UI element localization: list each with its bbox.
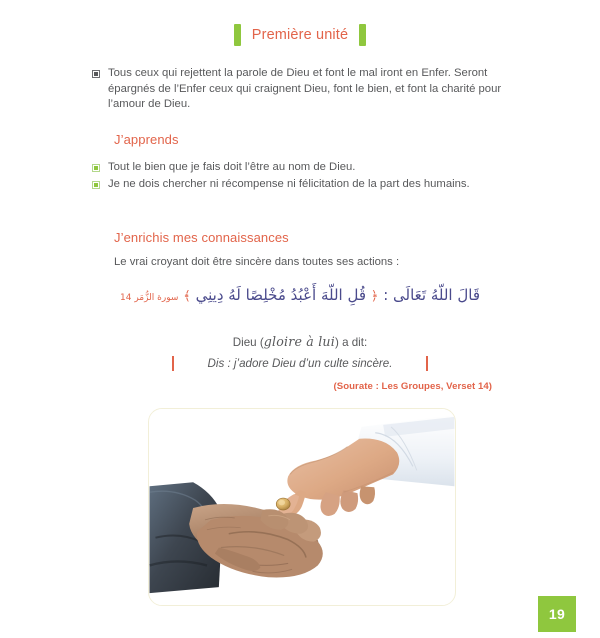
ornament-open-icon: ﴿ <box>370 289 379 304</box>
jenrichis-intro-text: Le vrai croyant doit être sincère dans toutes ses actions : <box>114 256 400 268</box>
arabic-source-reference: سورة الزُّمَر 14 <box>120 293 179 303</box>
green-square-bullet-icon <box>92 164 100 172</box>
quote-right-bar-icon <box>426 356 428 371</box>
source-reference: (Sourate : Les Groupes, Verset 14) <box>333 381 492 392</box>
charity-photo-frame <box>148 408 456 606</box>
intro-bullet-list <box>92 66 512 114</box>
page-number-badge: 19 <box>538 596 576 632</box>
section-heading-japprends: J’apprends <box>114 132 179 147</box>
charity-hand-giving-coin-photo <box>149 409 455 605</box>
arabic-verse-text: قُلِ اللّهَ أَعْبُدُ مُخْلِصًا لَهُ دِينِي <box>195 286 366 304</box>
intro-bullet-text: Tous ceux qui rejettent la parole de Dieu et font le mal iront en Enfer. Seront épargnés de l’Enfer ceux qui craignent Dieu, font le bien, et font la charité pour l’amour de Dieu. <box>108 67 502 111</box>
said-suffix: ) a dit: <box>334 336 368 349</box>
japprends-bullet-text-2: Je ne dois chercher ni récompense ni félicitation de la part des humains. <box>108 177 470 190</box>
title-right-green-bar-icon <box>359 24 366 46</box>
said-prefix: Dieu ( <box>232 336 264 349</box>
japprends-bullet-text-1: Tout le bien que je fais doit l’être au nom de Dieu. <box>108 161 356 173</box>
unit-title-bar <box>0 24 600 46</box>
ornament-close-icon: ﴾ <box>183 289 191 304</box>
translation-attribution <box>0 334 600 349</box>
title-left-green-bar-icon <box>234 24 241 46</box>
dark-square-bullet-icon <box>92 70 100 78</box>
list-item <box>92 66 512 113</box>
arabic-verse-line <box>0 281 600 312</box>
page-title: Première unité <box>251 27 349 43</box>
translation-quote-text: Dis : j’adore Dieu d’un culte sincère. <box>207 357 393 370</box>
list-item <box>92 177 512 193</box>
green-square-bullet-icon <box>92 181 100 189</box>
japprends-bullet-list <box>92 160 512 193</box>
said-script-name: gloire à lui <box>263 334 335 349</box>
section-heading-jenrichis: J’enrichis mes connaissances <box>114 230 289 245</box>
translation-quote-row <box>0 356 600 371</box>
list-item <box>92 160 512 176</box>
arabic-intro-text: قَالَ اللّهُ تَعَالَى : <box>383 286 480 304</box>
